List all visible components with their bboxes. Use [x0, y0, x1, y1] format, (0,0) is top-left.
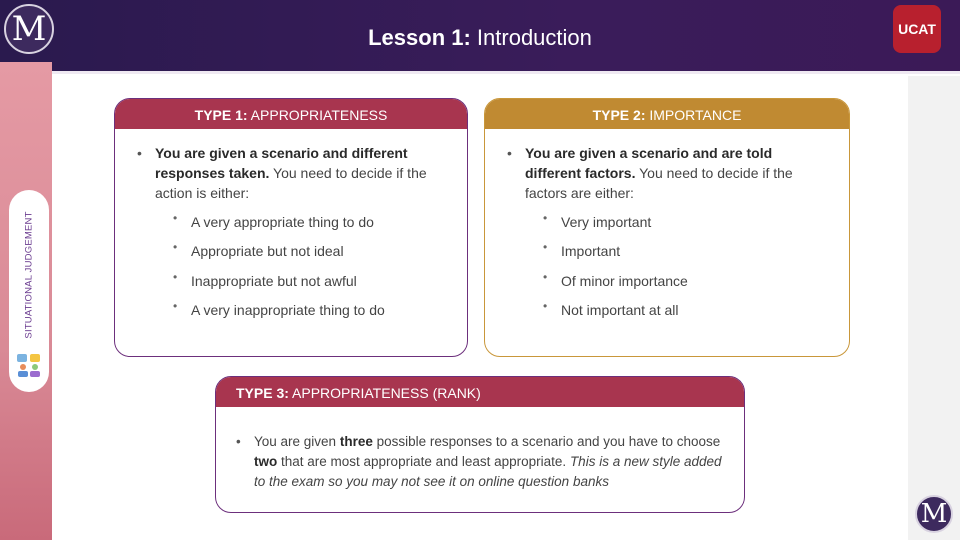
- header-bar: [0, 0, 960, 74]
- type2-line2-bold: different factors.: [525, 165, 636, 181]
- type1-line1: You are given a scenario and different: [155, 145, 408, 161]
- type2-item: • Very important: [543, 211, 652, 230]
- footer-logo[interactable]: [915, 495, 953, 533]
- type2-line2-rest: You need to decide if the: [635, 165, 793, 181]
- footer-logo-letter: M: [920, 499, 948, 529]
- type1-item: • A very appropriate thing to do: [173, 211, 374, 230]
- type2-item: • Not important at all: [543, 299, 679, 318]
- title-bold: Lesson 1:: [368, 25, 471, 50]
- type2-line1: You are given a scenario and are told: [525, 145, 773, 161]
- type2-main-bullet: [507, 143, 835, 203]
- section-label: SITUATIONAL JUDGEMENT: [23, 211, 35, 339]
- type1-line2-bold: responses taken.: [155, 165, 270, 181]
- type1-line3: action is either:: [155, 185, 250, 201]
- type2-line3: factors are either:: [525, 185, 634, 201]
- right-decor-band: [908, 76, 960, 540]
- ucat-badge[interactable]: UCAT: [893, 5, 941, 53]
- type1-card: [114, 98, 468, 357]
- type2-item: • Of minor importance: [543, 270, 688, 289]
- bullet-dot: •: [137, 145, 142, 161]
- type1-header-rest: APPROPRIATENESS: [247, 107, 388, 123]
- type1-item: • Appropriate but not ideal: [173, 240, 344, 259]
- type3-header: [216, 377, 744, 407]
- type1-item: • Inappropriate but not awful: [173, 270, 357, 289]
- type2-item: • Important: [543, 240, 621, 259]
- type2-header-rest: IMPORTANCE: [645, 107, 742, 123]
- type1-header: [115, 99, 467, 129]
- type2-header: [485, 99, 849, 129]
- people-icon: [16, 352, 42, 378]
- type3-header-bold: TYPE 3:: [236, 385, 289, 401]
- title-rest: Introduction: [470, 25, 592, 50]
- bullet-dot: •: [236, 434, 241, 449]
- type2-header-bold: TYPE 2:: [592, 107, 646, 123]
- logo-letter: M: [11, 9, 47, 49]
- type1-header-bold: TYPE 1:: [194, 107, 248, 123]
- type3-card: [215, 376, 745, 513]
- type3-main-bullet: • You are given three possible responses to a scenario and you have to choose two that are most appropriate and least appropriate. This is a new style added to the exam so you may not see it on online question banks: [236, 434, 722, 489]
- type1-main-bullet: [137, 143, 455, 203]
- page-title: [0, 25, 960, 51]
- type1-item: • A very inappropriate thing to do: [173, 299, 385, 318]
- type2-card: [484, 98, 850, 357]
- bullet-dot: •: [507, 145, 512, 161]
- type1-line2-rest: You need to decide if the: [269, 165, 427, 181]
- type3-header-rest: APPROPRIATENESS (RANK): [288, 385, 481, 401]
